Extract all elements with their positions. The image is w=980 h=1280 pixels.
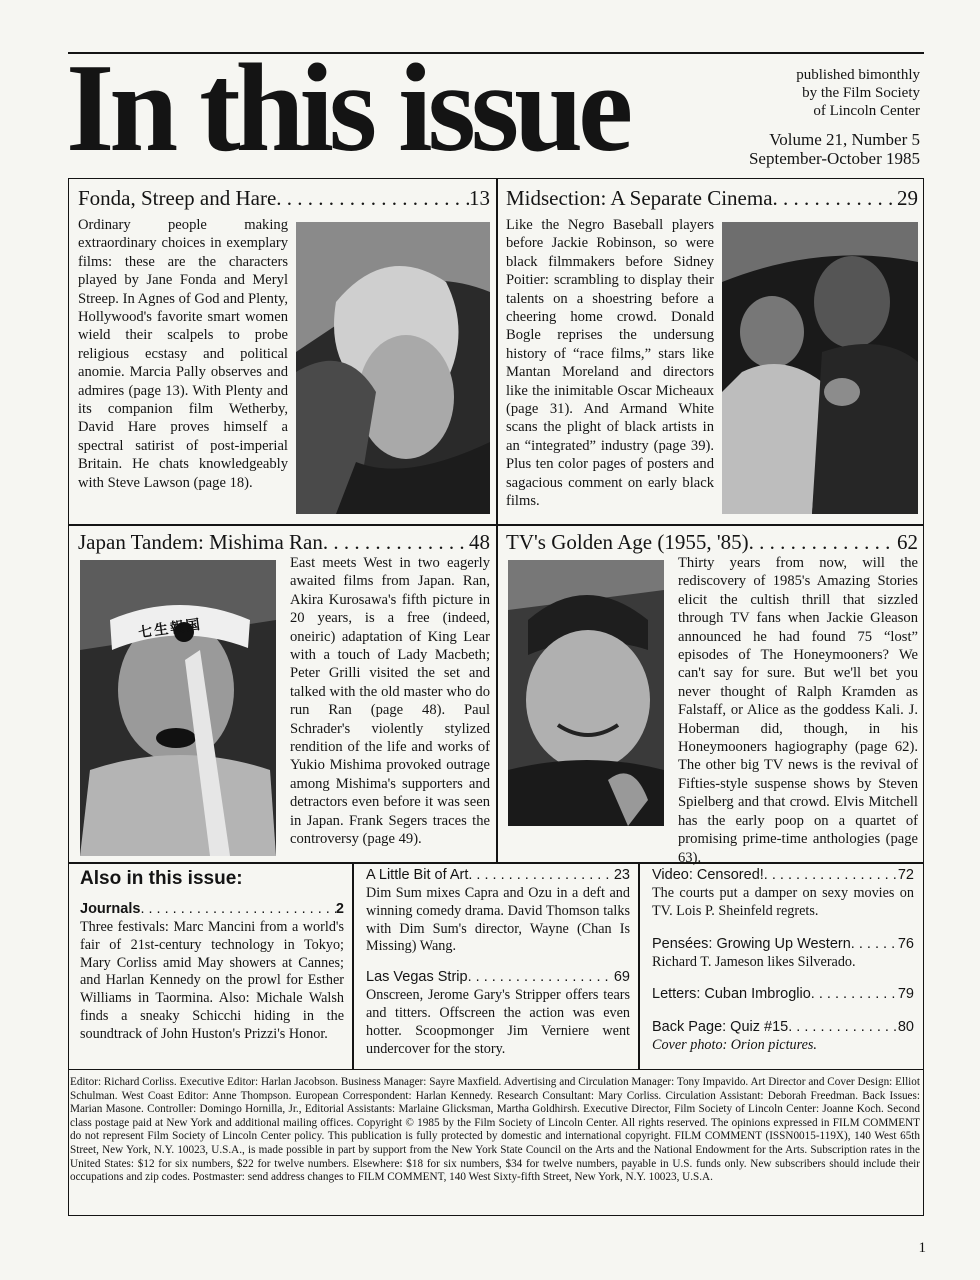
photo-mishima xyxy=(80,560,276,856)
feature-page: 29 xyxy=(897,186,918,210)
item-title: Letters: Cuban Imbroglio xyxy=(652,986,811,1003)
feature-title: TV's Golden Age (1955, '85) xyxy=(506,530,749,554)
photo-meryl-streep xyxy=(296,222,490,514)
item-page: 79 xyxy=(897,986,914,1003)
feature-title-row xyxy=(506,530,918,554)
item-title: Las Vegas Strip xyxy=(366,969,468,986)
feature-fonda-streep-hare[interactable] xyxy=(78,186,490,520)
feature-japan-tandem[interactable] xyxy=(78,530,490,860)
feature-title: Japan Tandem: Mishima Ran xyxy=(78,530,323,554)
item-title: Back Page: Quiz #15 xyxy=(652,1019,789,1036)
item-page: 2 xyxy=(335,901,344,917)
credits-text: Editor: Richard Corliss. Executive Editor: Harlan Jacobson. Business Manager: Sayre Maxfield. Advertising and Circulation Manager: Tony Impavido. Art Director and Cover Design: Elliot Schulman. West Coast Editor: Anne Thompson. European Correspondent: Harlan Kennedy. Research Consultant: Mary Corliss. Circulation Assistant: Deborah Freedman. Back Issues: Marian Masone. Controller: Domingo Hornilla, Jr., Editorial Assistants: Marlaine Glicksman, Martha Goldhirsh. Executive Director, Film Society of Lincoln Center: Joanne Koch. Second class postage paid at New York and additional mailing offices. Copyright © 1985 by the Film Society of Lincoln Center. All rights reserved. The opinions expressed in FILM COMMENT do not represent Film Society of Lincoln Center policy. This publication is fully protected by domestic and international copyright. FILM COMMENT (ISSN0015-119X), 140 West 65th Street, New York, N.Y. 10023, U.S.A., is made possible in part by support from the New York State Council on the Arts and the National Endowment for the Arts. Subscription rates in the United States: $12 for six numbers, $22 for twelve numbers. Elsewhere: $18 for six numbers, $34 for twelve numbers, payable in U.S. funds only. New subscribers should include their occupations and zip codes. Postmaster: send address changes to FILM COMMENT, 140 West Sixty-fifth Street, New York, N.Y. 10023, U.S.A. xyxy=(70,1076,920,1184)
publication-info xyxy=(749,66,920,168)
feature-title: Fonda, Streep and Hare xyxy=(78,186,277,210)
also-column-middle xyxy=(366,866,630,1064)
feature-page: 62 xyxy=(897,530,918,554)
item-page: 69 xyxy=(613,969,630,986)
feature-body: East meets West in two eagerly awaited films from Japan. Ran, Akira Kurosawa's fifth picture in 20 years, is a free (indeed, oneiric) adaptation of King Lear with a touch of Lady Macbeth; Peter Grilli visited the set and talked with the old master who do run Ran (page 48). Paul Schrader's violently stylized rendition of the life and works of Yukio Mishima provoked outrage among Mishima's supporters and detractors even before it was seen in Japan. Frank Segers traces the controversy (page 49). xyxy=(290,555,490,848)
item-title: Journals xyxy=(80,901,141,917)
also-column-right xyxy=(652,866,914,1064)
item-little-bit-of-art[interactable] xyxy=(366,866,630,956)
feature-title-row xyxy=(506,186,918,210)
feature-title-row xyxy=(78,186,490,210)
item-title: Video: Censored! xyxy=(652,867,764,883)
feature-title-row xyxy=(78,530,490,554)
item-title: Pensées: Growing Up Western xyxy=(652,935,851,952)
item-letters[interactable] xyxy=(652,985,914,1004)
feature-body: Thirty years from now, will the rediscovery of 1985's Amazing Stories elicit the cultish thrill that sizzled through TV fans when Jackie Gleason announced he had found 75 “lost” episodes of The Honeymooners? We can't say for sure. But we'll bet you never thought of Ralph Kramden as Falstaff, or Alice as the goddess Kali. J. Hoberman did, though, in his Honeymooners hagiography (page 62). The other big TV news is the revival of Fifties-style suspense shows by Steven Spielberg and that crowd. Elvis Mitchell has the early poop on a quartet of promising prime-time anthologies (page 63). xyxy=(678,555,918,866)
issue-date: September-October 1985 xyxy=(748,149,920,168)
headband-text: 七生報国 xyxy=(137,617,203,642)
pubinfo-line2: by the Film Society xyxy=(802,85,920,101)
photo-separate-cinema xyxy=(722,222,918,514)
pubinfo-line3: of Lincoln Center xyxy=(813,103,920,119)
item-page: 76 xyxy=(897,935,914,952)
volume-number: Volume 21, Number 5 xyxy=(769,130,920,149)
item-back-page[interactable] xyxy=(652,1018,914,1055)
item-title: A Little Bit of Art xyxy=(366,867,469,883)
feature-body: Like the Negro Baseball players before Jackie Robinson, so were black filmmakers before Sidney Poitier: scrambling to display their talents on a shoestring before a cheering home crowd. Donald Bogle reprises the undersung history of “race films,” stars like Mantan Moreland and directors like the inimitable Oscar Micheaux (page 31). And Armand White scans the plight of black artists in an “integrated” industry (page 39). Plus ten color pages of posters and sagacious comment on early black films. xyxy=(506,217,714,510)
item-body: Dim Sum mixes Capra and Ozu in a deft and winning comedy drama. David Thomson talks with Dim Sum's director, Wayne (Chan Is Missing) Wang. xyxy=(366,885,630,955)
also-divider-left xyxy=(352,862,354,1070)
item-video-censored[interactable] xyxy=(652,866,914,921)
feature-separate-cinema[interactable] xyxy=(506,186,918,520)
also-divider-right xyxy=(638,862,640,1070)
also-column-left xyxy=(80,868,344,1064)
photo-jackie-gleason xyxy=(508,560,664,826)
item-page: 80 xyxy=(897,1019,914,1036)
feature-page: 48 xyxy=(469,530,490,554)
pubinfo-line1: published bimonthly xyxy=(796,67,920,83)
feature-title: Midsection: A Separate Cinema xyxy=(506,186,773,210)
item-journals[interactable] xyxy=(80,900,344,1044)
item-page: 23 xyxy=(613,867,630,883)
masthead-title: In this issue xyxy=(66,37,629,178)
features-divider-vertical xyxy=(496,178,498,864)
features-divider-horizontal xyxy=(68,524,924,526)
item-pensees[interactable] xyxy=(652,935,914,972)
page-number: 1 xyxy=(918,1240,926,1256)
item-page: 72 xyxy=(897,867,914,883)
item-las-vegas-strip[interactable] xyxy=(366,968,630,1058)
item-body: Onscreen, Jerome Gary's Stripper offers tears and titters. Offscreen the action was even hotter. Scoopmonger Jim Verniere went undercover for the story. xyxy=(366,987,630,1057)
item-body: Richard T. Jameson likes Silverado. xyxy=(652,953,856,970)
feature-tv-golden-age[interactable] xyxy=(506,530,918,866)
feature-page: 13 xyxy=(469,186,490,210)
item-body: Cover photo: Orion pictures. xyxy=(652,1037,817,1054)
feature-body: Ordinary people making extraordinary choices in exemplary films: these are the characters played by Jane Fonda and Meryl Streep. In Agnes of God and Plenty, Hollywood's favorite smart women wield their scalpels to probe religious ecstasy and political anomie. Marcia Pally observes and admires (page 13). With Plenty and its companion film Wetherby, David Hare proves himself a spectral satirist of post-imperial Britain. He chats knowledgeably with Steve Lawson (page 18). xyxy=(78,217,288,491)
also-heading: Also in this issue: xyxy=(80,868,243,889)
item-body: The courts put a damper on sexy movies on TV. Lois P. Sheinfeld regrets. xyxy=(652,885,914,919)
item-body: Three festivals: Marc Mancini from a world's fair of 21st-century technology in Tokyo; Mary Corliss amid May showers at Cannes; and Harlan Kennedy on the prowl for Esther Williams in Taormina. Also: Michale Walsh finds a sneaky Schicchi hiding in the soundtrack of John Huston's Prizzi's Honor. xyxy=(80,919,344,1042)
